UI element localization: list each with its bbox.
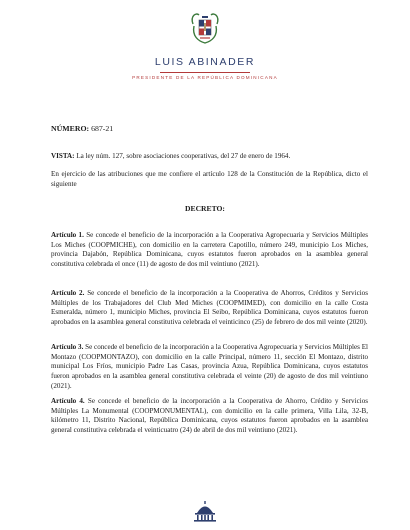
article-label: Artículo 2. — [51, 289, 85, 297]
decree-number-value: 687-21 — [91, 124, 114, 133]
article-text: Se concede el beneficio de la incorporación a la Cooperativa de Ahorro, Crédito y Servicios Múltiples La Monumental (COOPMONUMENTAL), con domicilio en la calle primera, Villa Lila, 32-B, kilómetro 11, Distrito Nacional, República Dominicana, cuyos estatutos fueron aprobados en la asamblea general constitutiva celebrada el veinticuatro (24) de abril de dos mil veintiuno (2021). — [51, 397, 369, 435]
preamble-paragraph: En ejercicio de las atribuciones que me confiere el artículo 128 de la Constitución de la República, dicto el siguiente — [51, 170, 368, 188]
decree-number — [51, 124, 113, 133]
article-text: Se concede el beneficio de la incorporación a la Cooperativa Agropecuaria y Servicios Múltiples El Montazo (COOPMONTAZO), con domicilio en la calle Principal, número 11, sección El Montazo, distrito municipal Los Fríos, municipio Padre Las Casas, provincia Azua, República Dominicana, cuyos estatutos fueron aprobados en la asamblea general constitutiva celebrada el veinte (20) de agosto de dos mil veintiuno (2021). — [51, 343, 369, 390]
article-text: Se concede el beneficio de la incorporación a la Cooperativa Agropecuaria y Servicios Múltiples Los Miches (COOPMICHE), con domicilio en la carretera Capotillo, número 249, municipio Los Miches, provincia Dajabón, República Dominicana, cuyos estatutos fueron aprobados en la asamblea general constitutiva celebrada el once (11) de agosto de dos mil veintiuno (2021). — [51, 231, 369, 269]
decree-number-label: NÚMERO: — [51, 124, 90, 133]
header-subtitle: PRESIDENTE DE LA REPÚBLICA DOMINICANA — [132, 75, 278, 80]
decree-heading: DECRETO: — [185, 204, 225, 213]
national-palace-icon — [191, 500, 219, 522]
article-label: Artículo 3. — [51, 343, 84, 351]
article-2 — [51, 289, 368, 328]
vista-paragraph — [51, 152, 368, 162]
coat-of-arms-icon — [190, 10, 220, 46]
article-label: Artículo 4. — [51, 397, 85, 405]
header-divider — [160, 72, 250, 73]
vista-text: La ley núm. 127, sobre asociaciones cooperativas, del 27 de enero de 1964. — [76, 152, 291, 160]
vista-label: VISTA: — [51, 152, 75, 160]
article-text: Se concede el beneficio de la incorporación a la Cooperativa de Ahorros, Créditos y Servicios Múltiples de los Trabajadores del Club Med Miches (COOPMIMED), con domicilio en la calle Costa Esmeralda, número 1, municipio Miches, provincia El Seibo, República Dominicana, cuyos estatutos fueron aprobados en la asamblea general constitutiva celebrada el veinticinco (25) de febrero de dos mil veinte (2020). — [51, 289, 368, 327]
article-3 — [51, 343, 368, 392]
header-name: LUIS ABINADER — [154, 56, 256, 68]
article-1 — [51, 231, 368, 270]
article-label: Artículo 1. — [51, 231, 84, 239]
article-4 — [51, 397, 368, 436]
